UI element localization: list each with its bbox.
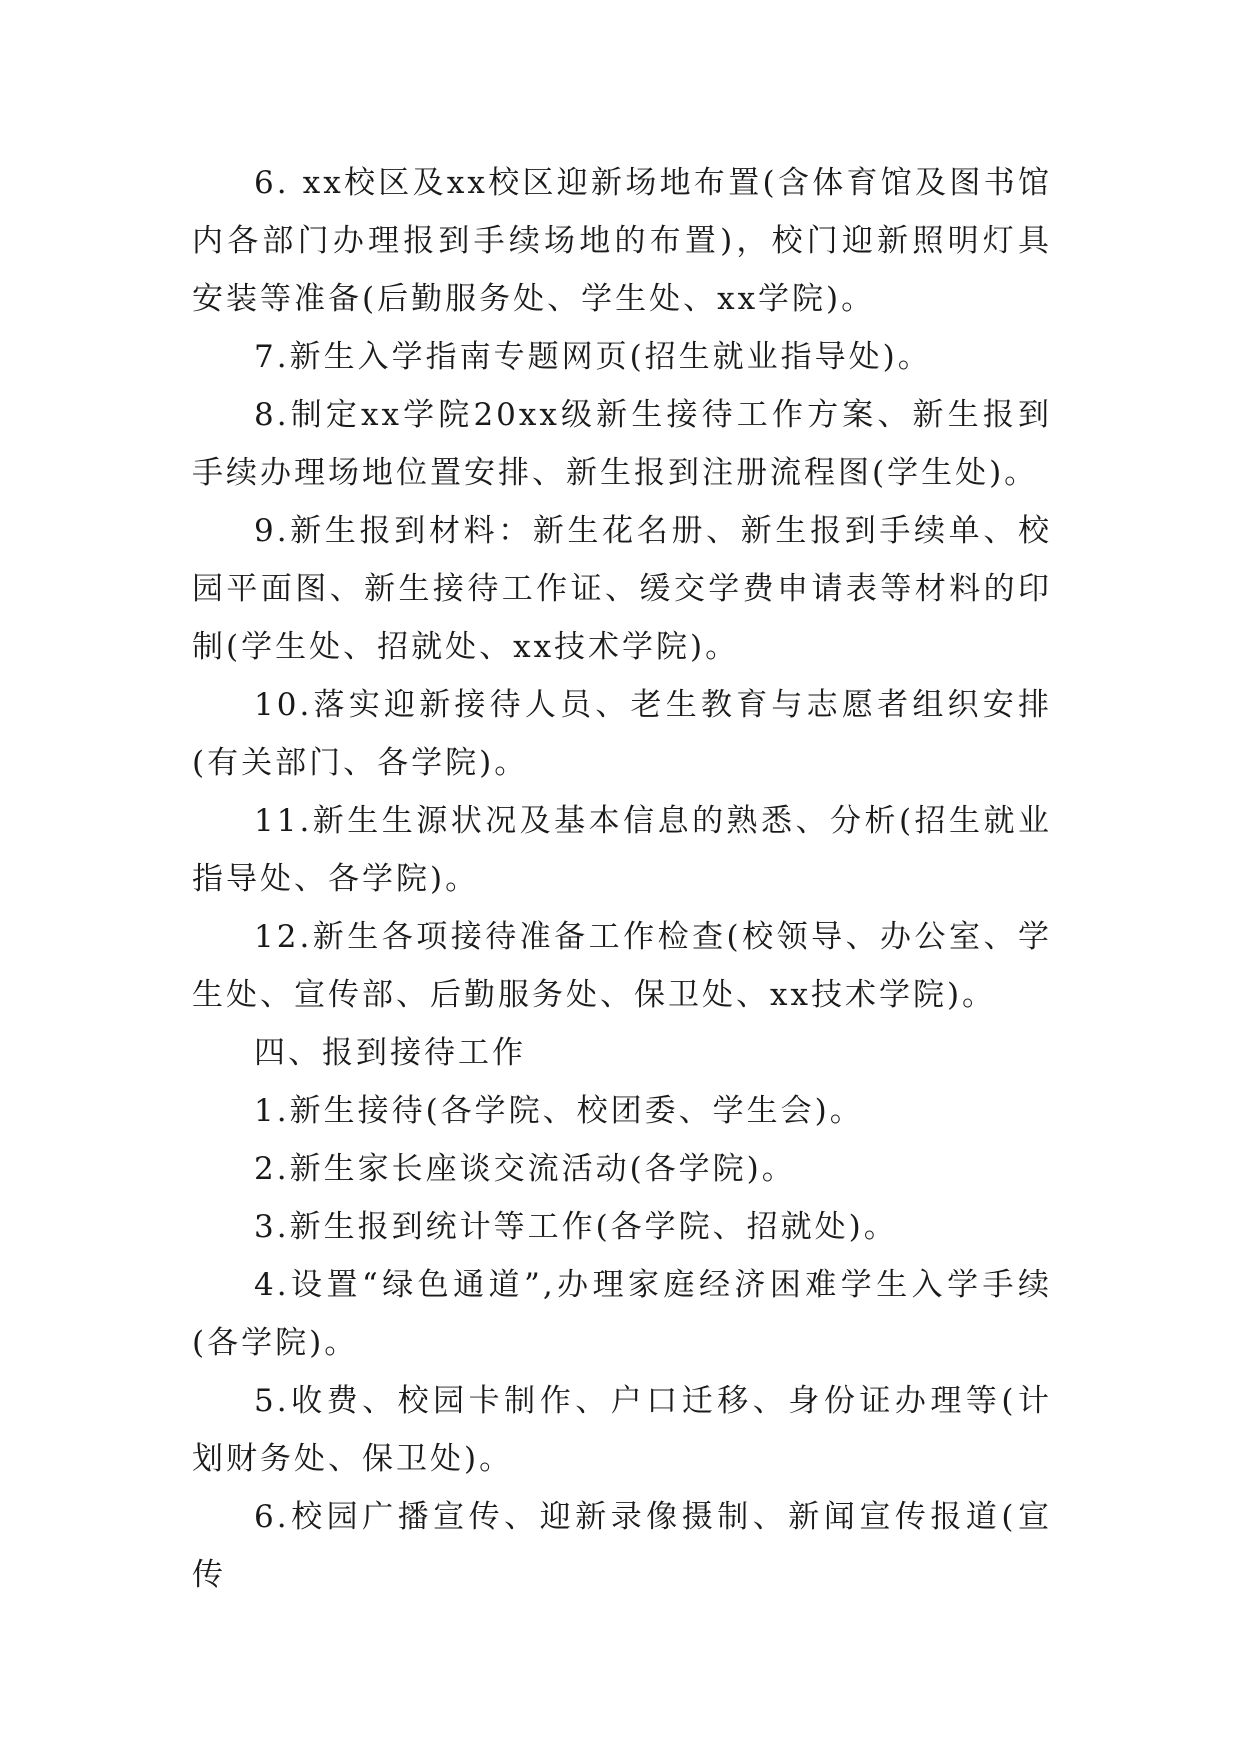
paragraph-item-4-green-channel: 4.设置“绿色通道”,办理家庭经济困难学生入学手续(各学院)。 [192, 1267, 1052, 1361]
paragraph-item-3-statistics: 3.新生报到统计等工作(各学院、招就处)。 [254, 1209, 898, 1245]
paragraph-item-1-new-student-reception: 1.新生接待(各学院、校团委、学生会)。 [254, 1093, 864, 1129]
document-body [192, 154, 1052, 1604]
paragraph-item-12-inspection: 12.新生各项接待准备工作检查(校领导、办公室、学生处、宣传部、后勤服务处、保卫处、xx技术学院)。 [192, 919, 1052, 1013]
paragraph-item-2-parent-meeting: 2.新生家长座谈交流活动(各学院)。 [254, 1151, 796, 1187]
section-heading-reception-work: 四、报到接待工作 [254, 1035, 526, 1071]
paragraph-item-7-guide-webpage: 7.新生入学指南专题网页(招生就业指导处)。 [254, 339, 932, 375]
paragraph-item-10-reception-staff: 10.落实迎新接待人员、老生教育与志愿者组织安排(有关部门、各学院)。 [192, 687, 1052, 781]
paragraph-item-6-venue-setup: 6. xx校区及xx校区迎新场地布置(含体育馆及图书馆内各部门办理报到手续场地的布置)，校门迎新照明灯具安装等准备(后勤服务处、学生处、xx学院)。 [192, 165, 1052, 317]
paragraph-item-8-reception-plan: 8.制定xx学院20xx级新生接待工作方案、新生报到手续办理场地位置安排、新生报到注册流程图(学生处)。 [192, 397, 1052, 491]
paragraph-item-9-registration-materials: 9.新生报到材料：新生花名册、新生报到手续单、校园平面图、新生接待工作证、缓交学费申请表等材料的印制(学生处、招就处、xx技术学院)。 [192, 513, 1052, 665]
paragraph-item-11-student-info: 11.新生生源状况及基本信息的熟悉、分析(招生就业指导处、各学院)。 [192, 803, 1052, 897]
paragraph-item-6-publicity: 6.校园广播宣传、迎新录像摄制、新闻宣传报道(宣传 [192, 1499, 1052, 1593]
paragraph-item-5-fees-cards: 5.收费、校园卡制作、户口迁移、身份证办理等(计划财务处、保卫处)。 [192, 1383, 1052, 1477]
